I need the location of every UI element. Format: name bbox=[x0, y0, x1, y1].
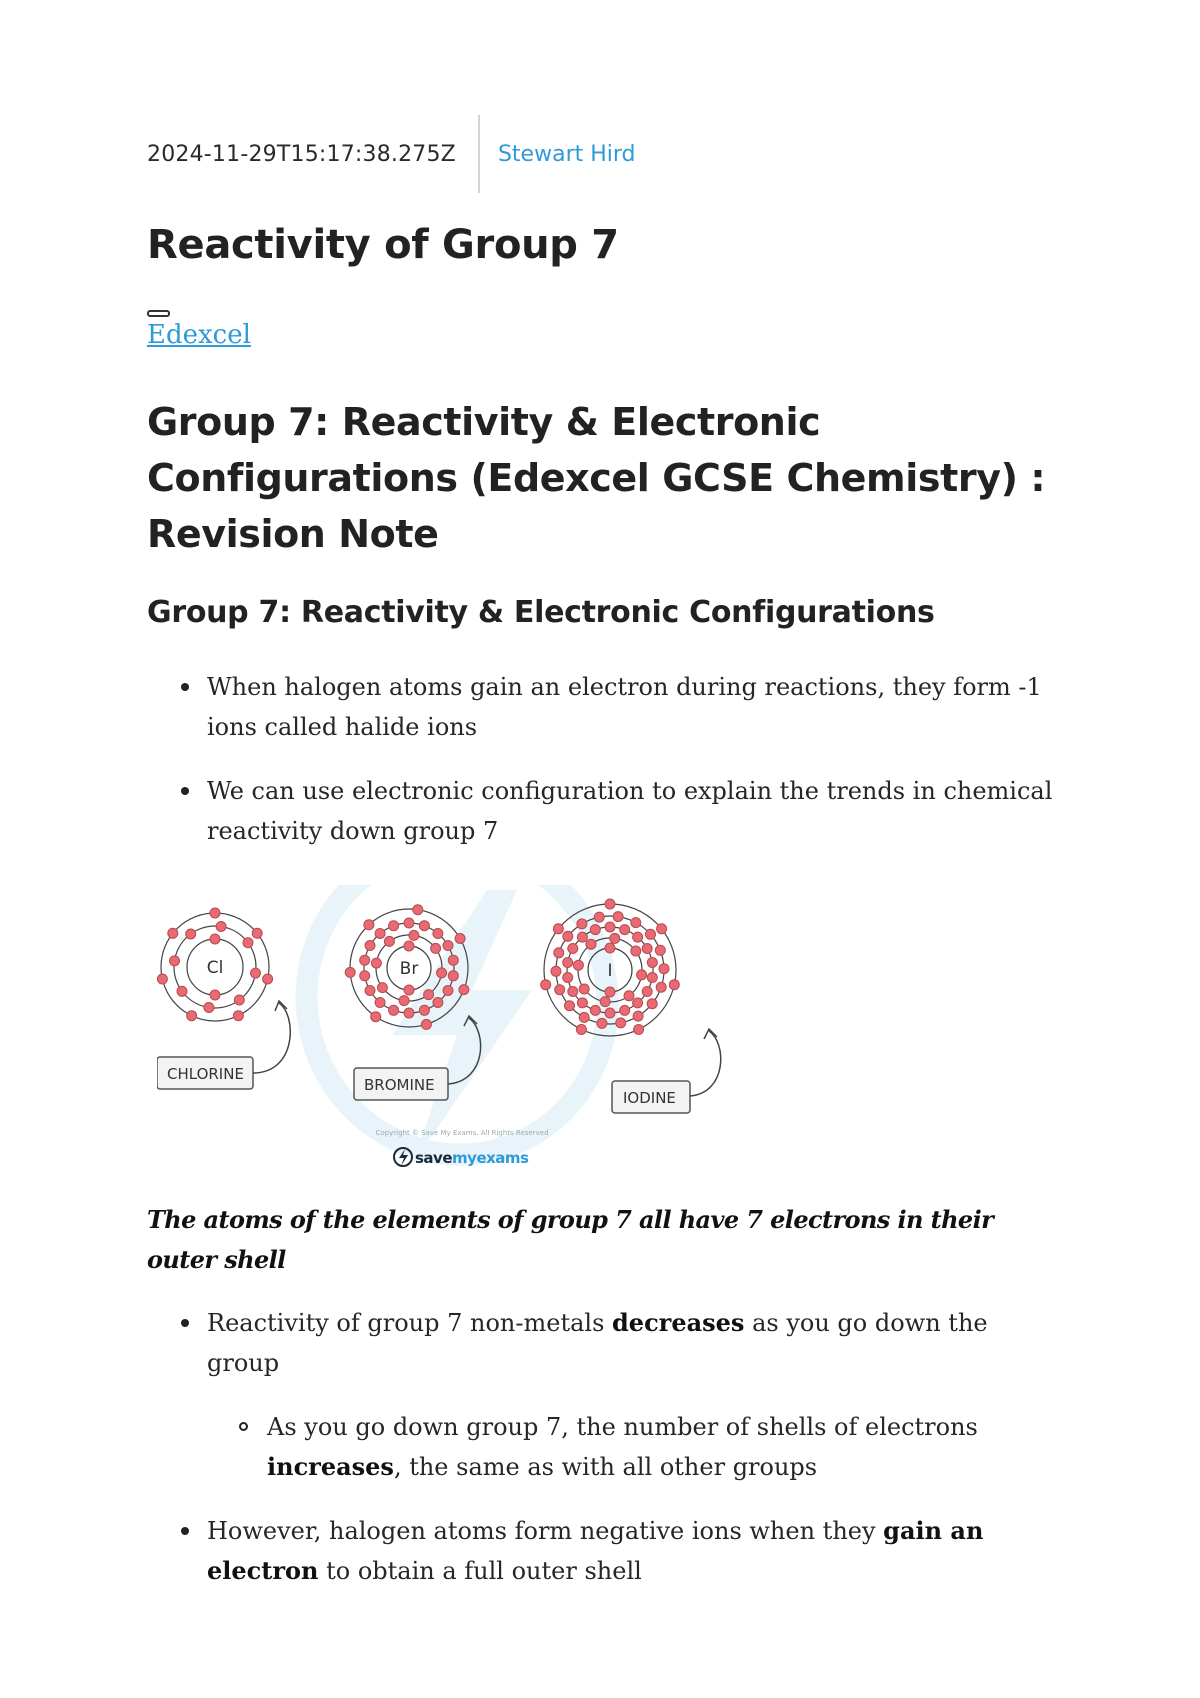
electron bbox=[243, 938, 253, 948]
electron bbox=[252, 928, 262, 938]
electron bbox=[631, 946, 641, 956]
electron bbox=[234, 995, 244, 1005]
page-title: Reactivity of Group 7 bbox=[147, 222, 619, 268]
electron bbox=[579, 1012, 589, 1022]
sub-bullet-list bbox=[207, 1407, 1067, 1487]
electron bbox=[590, 925, 600, 935]
electron bbox=[371, 1012, 381, 1022]
electron bbox=[409, 930, 419, 940]
electron bbox=[233, 1011, 243, 1021]
electron bbox=[565, 1001, 575, 1011]
electron bbox=[605, 943, 615, 953]
electron bbox=[620, 925, 630, 935]
electron bbox=[399, 996, 409, 1006]
electron bbox=[642, 944, 652, 954]
atom-label-iodine bbox=[612, 1029, 721, 1113]
element-symbol: Cl bbox=[206, 958, 224, 978]
electron bbox=[633, 932, 643, 942]
bullet-text: Reactivity of group 7 non-metals bbox=[207, 1309, 613, 1337]
electron bbox=[375, 929, 385, 939]
electron bbox=[551, 966, 561, 976]
electron bbox=[563, 958, 573, 968]
electron bbox=[204, 1003, 214, 1013]
electron bbox=[605, 1008, 615, 1018]
electron bbox=[594, 912, 604, 922]
electron bbox=[655, 945, 665, 955]
bold-term: gain an electron bbox=[207, 1516, 984, 1585]
brand-my: my bbox=[452, 1149, 477, 1167]
electron bbox=[637, 970, 647, 980]
electron bbox=[669, 980, 679, 990]
electron bbox=[431, 943, 441, 953]
electron bbox=[568, 944, 578, 954]
electron bbox=[404, 985, 414, 995]
electron bbox=[616, 1018, 626, 1028]
bullet-text: , the same as with all other groups bbox=[393, 1453, 818, 1481]
electron bbox=[657, 924, 667, 934]
electron bbox=[459, 985, 469, 995]
reactivity-bullet-list bbox=[147, 1303, 1067, 1591]
author-link[interactable]: Stewart Hird bbox=[497, 141, 636, 167]
electron bbox=[404, 1008, 414, 1018]
electron bbox=[568, 987, 578, 997]
list-item bbox=[147, 1303, 1067, 1487]
electron bbox=[448, 971, 458, 981]
copyright-text: Copyright © Save My Exams. All Rights Reserved bbox=[375, 1129, 549, 1137]
iodine-label-text: IODINE bbox=[623, 1089, 676, 1107]
electron bbox=[577, 998, 587, 1008]
bromine-label-text: BROMINE bbox=[364, 1076, 435, 1094]
electron bbox=[389, 921, 399, 931]
element-symbol: I bbox=[607, 961, 613, 981]
electron bbox=[404, 918, 414, 928]
electron bbox=[631, 918, 641, 928]
electron bbox=[613, 912, 623, 922]
electron bbox=[157, 974, 167, 984]
svg-text:savemyexams bbox=[415, 1149, 529, 1167]
atom-label-chlorine bbox=[157, 1001, 290, 1089]
article-meta bbox=[147, 115, 636, 193]
figure-caption: The atoms of the elements of group 7 all have 7 electrons in their outer shell bbox=[147, 1205, 994, 1274]
electron bbox=[251, 968, 261, 978]
electron bbox=[605, 899, 615, 909]
electron bbox=[605, 922, 615, 932]
list-item bbox=[147, 1511, 1067, 1591]
bold-term: increases bbox=[267, 1452, 394, 1481]
electron bbox=[365, 986, 375, 996]
electron bbox=[646, 929, 656, 939]
electron bbox=[421, 1019, 431, 1029]
electron bbox=[443, 941, 453, 951]
electron bbox=[216, 922, 226, 932]
electron bbox=[553, 924, 563, 934]
electron bbox=[345, 967, 355, 977]
atom-iodine bbox=[541, 899, 680, 1036]
electron bbox=[633, 1011, 643, 1021]
electron bbox=[647, 999, 657, 1009]
electron bbox=[577, 919, 587, 929]
electron bbox=[610, 933, 620, 943]
tag-icon bbox=[147, 310, 170, 317]
list-item: When halogen atoms gain an electron during reactions, they form -1 ions called halide ions bbox=[147, 667, 1067, 747]
sub-list-item bbox=[207, 1407, 1067, 1487]
electron bbox=[586, 939, 596, 949]
electron bbox=[576, 1025, 586, 1035]
electron bbox=[419, 921, 429, 931]
halogen-atom-diagram bbox=[157, 885, 917, 1185]
atom-chlorine bbox=[157, 908, 272, 1021]
electron bbox=[647, 973, 657, 983]
electron bbox=[365, 941, 375, 951]
electron bbox=[656, 982, 666, 992]
electron bbox=[384, 936, 394, 946]
electron-shell-diagram bbox=[157, 885, 917, 1185]
electron bbox=[554, 948, 564, 958]
electron bbox=[437, 968, 447, 978]
electron bbox=[433, 998, 443, 1008]
electron bbox=[600, 997, 610, 1007]
electron bbox=[419, 1005, 429, 1015]
brand-exams: exams bbox=[476, 1149, 529, 1167]
intro-bullet-list bbox=[147, 667, 1067, 851]
electron bbox=[577, 932, 587, 942]
publish-timestamp: 2024-11-29T15:17:38.275Z bbox=[147, 141, 456, 167]
electron bbox=[377, 983, 387, 993]
bullet-text: to obtain a full outer shell bbox=[318, 1557, 642, 1585]
electron bbox=[624, 991, 634, 1001]
electron bbox=[633, 998, 643, 1008]
bullet-text: As you go down group 7, the number of shells of electrons bbox=[267, 1413, 978, 1441]
electron bbox=[563, 931, 573, 941]
electron bbox=[424, 990, 434, 1000]
electron bbox=[404, 941, 414, 951]
electron bbox=[590, 1005, 600, 1015]
electron bbox=[642, 987, 652, 997]
savemyexams-logo bbox=[394, 1148, 529, 1167]
exam-board-tag-link[interactable]: Edexcel bbox=[147, 320, 251, 350]
electron bbox=[360, 955, 370, 965]
section-heading: Group 7: Reactivity & Electronic Configurations bbox=[147, 595, 935, 630]
electron bbox=[620, 1005, 630, 1015]
electron bbox=[563, 973, 573, 983]
electron bbox=[375, 998, 385, 1008]
bullet-text: However, halogen atoms form negative ions when they bbox=[207, 1517, 884, 1545]
electron bbox=[573, 960, 583, 970]
electron bbox=[210, 934, 220, 944]
list-item: We can use electronic configuration to explain the trends in chemical reactivity down group 7 bbox=[147, 771, 1067, 851]
electron bbox=[210, 990, 220, 1000]
electron bbox=[360, 971, 370, 981]
electron bbox=[634, 1025, 644, 1035]
electron bbox=[597, 1018, 607, 1028]
electron bbox=[433, 929, 443, 939]
electron bbox=[187, 1011, 197, 1021]
electron bbox=[555, 985, 565, 995]
electron bbox=[389, 1005, 399, 1015]
electron bbox=[541, 980, 551, 990]
electron bbox=[263, 974, 273, 984]
electron bbox=[455, 934, 465, 944]
electron bbox=[210, 908, 220, 918]
electron bbox=[168, 928, 178, 938]
brand-save: save bbox=[415, 1149, 453, 1167]
bold-term: decreases bbox=[612, 1308, 745, 1337]
electron bbox=[448, 955, 458, 965]
electron bbox=[605, 987, 615, 997]
bullet-text: as you go down the group bbox=[207, 1309, 988, 1377]
electron bbox=[413, 905, 423, 915]
electron bbox=[364, 920, 374, 930]
article-heading: Group 7: Reactivity & Electronic Configurations (Edexcel GCSE Chemistry) : Revision Note bbox=[147, 400, 1046, 556]
electron bbox=[647, 958, 657, 968]
electron bbox=[186, 929, 196, 939]
electron bbox=[659, 964, 669, 974]
electron bbox=[170, 956, 180, 966]
electron bbox=[371, 958, 381, 968]
electron bbox=[579, 984, 589, 994]
chlorine-label-text: CHLORINE bbox=[167, 1065, 244, 1083]
element-symbol: Br bbox=[399, 959, 419, 979]
electron bbox=[443, 986, 453, 996]
electron bbox=[177, 986, 187, 996]
